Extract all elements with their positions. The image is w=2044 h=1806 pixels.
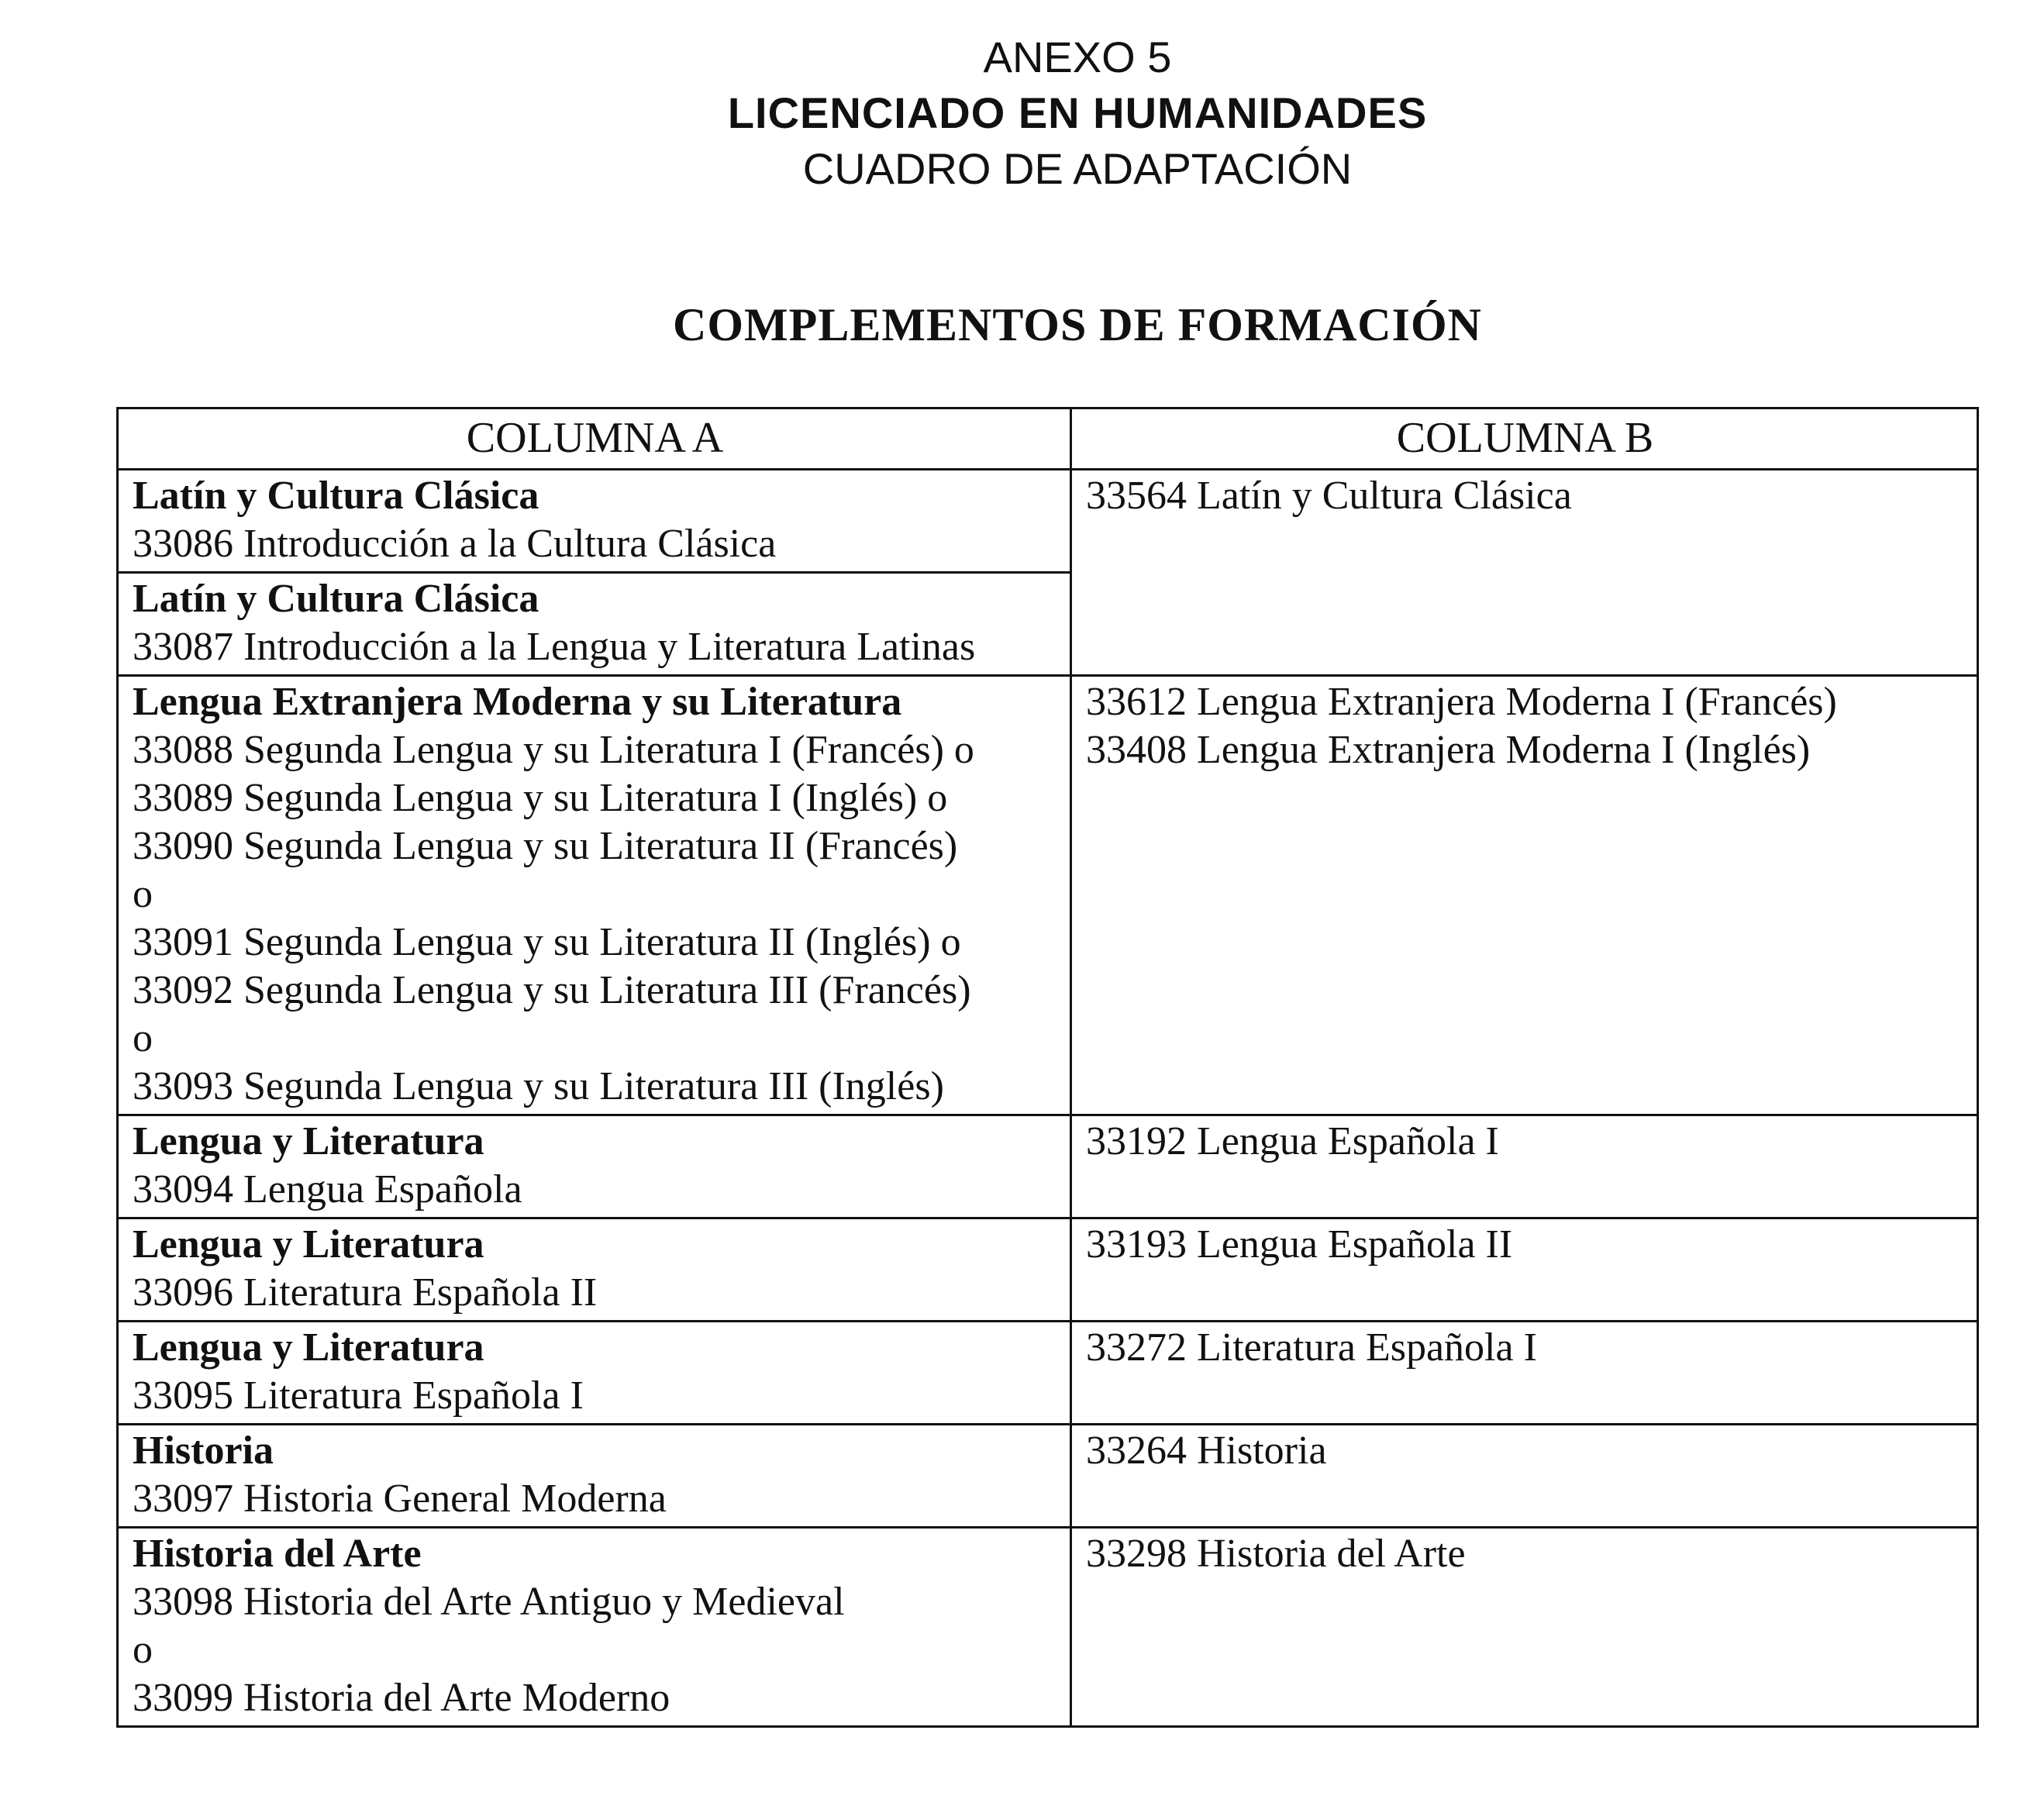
subject-group: Latín y Cultura Clásica <box>133 577 539 621</box>
column-a-cell <box>118 1218 1071 1322</box>
column-b-cell <box>1071 1115 1978 1218</box>
column-b-header: COLUMNA B <box>1071 408 1978 470</box>
subject-group: Latín y Cultura Clásica <box>133 474 539 518</box>
equivalent-course: 33193 Lengua Española II <box>1086 1222 1513 1267</box>
subject-group: Historia <box>133 1429 274 1473</box>
column-b-cell <box>1071 1425 1978 1528</box>
course-line: 33086 Introducción a la Cultura Clásica <box>133 522 777 566</box>
equivalent-course: 33612 Lengua Extranjera Moderna I (Francés) <box>1086 680 1837 724</box>
equivalent-course: 33564 Latín y Cultura Clásica <box>1086 474 1572 518</box>
annex-number: ANEXO 5 <box>983 33 1172 81</box>
course-line: 33098 Historia del Arte Antiguo y Medieval <box>133 1580 845 1624</box>
course-line: 33089 Segunda Lengua y su Literatura I (Inglés) o <box>133 776 948 820</box>
course-line: o <box>133 872 153 916</box>
table-header-row <box>118 408 1978 470</box>
column-a-cell <box>118 573 1071 676</box>
column-a-cell <box>118 1322 1071 1425</box>
equivalent-course: 33264 Historia <box>1086 1429 1327 1473</box>
course-line: o <box>133 1628 153 1672</box>
column-b-cell <box>1071 1528 1978 1727</box>
subject-group: Lengua y Literatura <box>133 1325 484 1370</box>
subject-group: Lengua y Literatura <box>133 1119 484 1163</box>
table-row <box>118 1115 1978 1218</box>
course-line: 33097 Historia General Moderna <box>133 1477 667 1521</box>
course-line: 33092 Segunda Lengua y su Literatura III (Francés) <box>133 968 971 1012</box>
course-line: 33090 Segunda Lengua y su Literatura II (Francés) <box>133 824 958 868</box>
adaptation-table <box>116 407 1979 1728</box>
degree-title: LICENCIADO EN HUMANIDADES <box>727 88 1428 137</box>
table-row <box>118 676 1978 1115</box>
section-subtitle: COMPLEMENTOS DE FORMACIÓN <box>673 299 1482 350</box>
column-a-cell <box>118 1115 1071 1218</box>
column-b-cell <box>1071 1218 1978 1322</box>
equivalent-course: 33298 Historia del Arte <box>1086 1532 1466 1576</box>
equivalent-course: 33192 Lengua Española I <box>1086 1119 1499 1163</box>
course-line: 33091 Segunda Lengua y su Literatura II (Inglés) o <box>133 920 961 964</box>
subject-group: Lengua Extranjera Moderna y su Literatura <box>133 680 902 724</box>
equivalent-course: 33408 Lengua Extranjera Moderna I (Inglés) <box>1086 728 1811 772</box>
table-row <box>118 1322 1978 1425</box>
column-a-cell <box>118 1528 1071 1727</box>
document-header <box>0 29 2044 197</box>
column-b-cell <box>1071 676 1978 1115</box>
course-line: 33099 Historia del Arte Moderno <box>133 1676 670 1720</box>
column-a-cell <box>118 470 1071 573</box>
course-line: 33094 Lengua Española <box>133 1167 522 1211</box>
subject-group: Historia del Arte <box>133 1532 422 1576</box>
course-line: 33093 Segunda Lengua y su Literatura III (Inglés) <box>133 1064 944 1108</box>
column-b-cell <box>1071 470 1978 676</box>
table-row <box>118 1528 1978 1727</box>
course-line: 33095 Literatura Española I <box>133 1373 584 1418</box>
equivalent-course: 33272 Literatura Española I <box>1086 1325 1537 1370</box>
table-row <box>118 1425 1978 1528</box>
course-line: 33088 Segunda Lengua y su Literatura I (Francés) o <box>133 728 974 772</box>
column-a-cell <box>118 676 1071 1115</box>
table-row <box>118 1218 1978 1322</box>
column-b-cell <box>1071 1322 1978 1425</box>
column-a-header: COLUMNA A <box>118 408 1071 470</box>
course-line: o <box>133 1016 153 1060</box>
subject-group: Lengua y Literatura <box>133 1222 484 1267</box>
course-line: 33087 Introducción a la Lengua y Literatura Latinas <box>133 625 976 669</box>
column-a-cell <box>118 1425 1071 1528</box>
table-title: CUADRO DE ADAPTACIÓN <box>802 144 1353 193</box>
table-row <box>118 470 1978 573</box>
course-line: 33096 Literatura Española II <box>133 1270 598 1315</box>
